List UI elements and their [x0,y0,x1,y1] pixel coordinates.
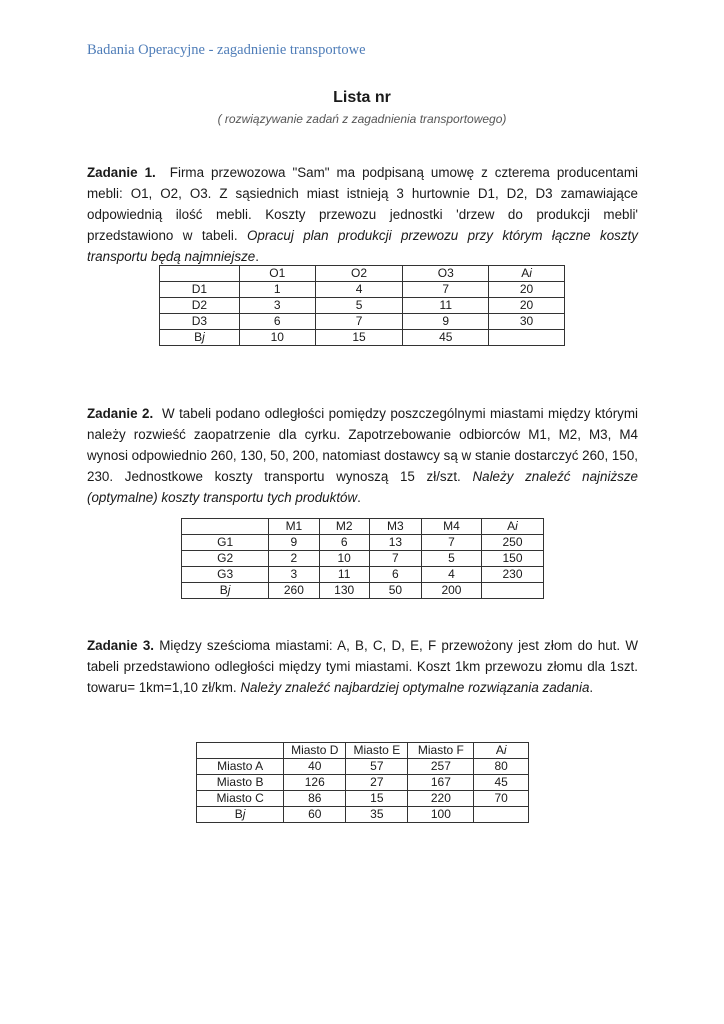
table-header-cell: Miasto E [346,743,408,759]
table-cell: 7 [315,314,403,330]
table-row [160,314,565,330]
table-header-cell: Ai [474,743,529,759]
task-1-label: Zadanie 1. [87,165,156,180]
table-cell: 5 [421,551,481,567]
task-1-text: Firma przewozowa "Sam" ma podpisaną umowę z czterema producentami mebli: O1, O2, O3. Z sąsiednich miast istnieją 3 hurtownie D1, D2, D3 zamawiające odpowiednią ilość mebli. Koszty przewozu jednostki 'drzew do produkcji mebli' przedstawiono w tabeli. [87,165,638,243]
table-cell: 45 [474,775,529,791]
table-cell: 27 [346,775,408,791]
table-row [197,807,529,823]
table-cell: 80 [474,759,529,775]
table-header-cell [182,519,269,535]
table-cell: 20 [489,282,565,298]
page-subtitle: ( rozwiązywanie zadań z zagadnienia transportowego) [217,112,507,126]
table-cell: 7 [421,535,481,551]
table-cell: 30 [489,314,565,330]
table-row [197,775,529,791]
table-header-cell: M3 [369,519,421,535]
table-header-cell: O3 [403,266,489,282]
task-1 [87,162,638,267]
table-cell: 4 [315,282,403,298]
page-title: Lista nr [333,89,391,106]
table-row [197,791,529,807]
table-header-cell: M2 [319,519,369,535]
table-header-cell: Miasto D [284,743,346,759]
table-row [182,567,544,583]
table-cell: 167 [408,775,474,791]
table-row-label: Miasto A [197,759,284,775]
table-row [182,535,544,551]
table-cell: 4 [421,567,481,583]
table-cell: 6 [239,314,315,330]
table-cell: 230 [481,567,543,583]
table-header-row [197,743,529,759]
table-row-label: G2 [182,551,269,567]
table-cell: 6 [319,535,369,551]
table-header-row [182,519,544,535]
table-cell: 130 [319,583,369,599]
task-3-table [196,742,529,823]
table-cell: 257 [408,759,474,775]
table-cell: 9 [269,535,319,551]
table-row [160,282,565,298]
task-2-table [181,518,544,599]
table-row-label: Miasto B [197,775,284,791]
task-3-question: Należy znaleźć najbardziej optymalne rozwiązania zadania [240,680,590,695]
table-row [160,330,565,346]
table-cell: 10 [319,551,369,567]
table-cell: 35 [346,807,408,823]
table-header-cell [197,743,284,759]
table-cell: 20 [489,298,565,314]
table-cell: 220 [408,791,474,807]
table-cell: 50 [369,583,421,599]
table-cell: 7 [369,551,421,567]
table-cell: 40 [284,759,346,775]
table-cell: 7 [403,282,489,298]
table-cell: 150 [481,551,543,567]
table-header-cell [160,266,240,282]
table-header-row [160,266,565,282]
table-cell: 260 [269,583,319,599]
table-cell: 3 [239,298,315,314]
table-cell: 15 [346,791,408,807]
task-3-end: . [589,680,594,695]
task-2-question: Należy znaleźć najniższe (optymalne) koszty transportu tych produktów [87,469,638,505]
table-cell: 100 [408,807,474,823]
table-header-cell: Ai [481,519,543,535]
table-cell: 57 [346,759,408,775]
table-cell: 86 [284,791,346,807]
table-row [197,759,529,775]
table-cell: 13 [369,535,421,551]
table-row-label: Bj [197,807,284,823]
table-row-label: Miasto C [197,791,284,807]
task-1-question: Opracuj plan produkcji przewozu przy którym łączne koszty transportu będą najmniejsze [87,228,638,264]
task-2 [87,403,638,508]
table-row-label: D2 [160,298,240,314]
table-cell: 1 [239,282,315,298]
table-header-cell: O2 [315,266,403,282]
table-cell: 11 [403,298,489,314]
table-cell: 126 [284,775,346,791]
task-3-text: Między sześcioma miastami: A, B, C, D, E, F przewożony jest złom do hut. W tabeli przedstawiono odległości między tymi miastami. Koszt 1km przewozu złomu dla 1szt. towaru= 1km=1,10 zł/km. [87,638,638,695]
task-2-text: W tabeli podano odległości pomiędzy poszczególnymi miastami między którymi należy rozwieść zaopatrzenie dla cyrku. Zapotrzebowanie odbiorców M1, M2, M3, M4 wynosi odpowiednio 260, 130, 50, 200, natomiast dostawcy są w stanie dostarczyć 260, 150, 230. Jednostkowe koszty transportu wynoszą 15 zł/szt. [87,406,638,484]
table-cell [474,807,529,823]
table-row-label: G1 [182,535,269,551]
table-row [182,583,544,599]
table-cell: 15 [315,330,403,346]
table-header-cell: M1 [269,519,319,535]
table-row-label: D3 [160,314,240,330]
table-cell [489,330,565,346]
table-header-cell: Miasto F [408,743,474,759]
table-row-label: Bj [160,330,240,346]
document-header: Badania Operacyjne - zagadnienie transportowe [87,42,366,58]
table-cell: 9 [403,314,489,330]
table-cell: 2 [269,551,319,567]
table-row-label: G3 [182,567,269,583]
table-header-cell: O1 [239,266,315,282]
table-cell: 60 [284,807,346,823]
task-2-end: . [357,490,361,505]
task-3 [87,635,638,698]
table-header-cell: M4 [421,519,481,535]
table-cell: 5 [315,298,403,314]
table-cell: 3 [269,567,319,583]
table-cell: 6 [369,567,421,583]
table-row-label: D1 [160,282,240,298]
table-row [182,551,544,567]
table-cell: 11 [319,567,369,583]
task-3-label: Zadanie 3. [87,638,154,653]
table-row-label: Bj [182,583,269,599]
table-cell: 45 [403,330,489,346]
table-row [160,298,565,314]
table-cell: 200 [421,583,481,599]
table-cell: 70 [474,791,529,807]
table-header-cell: Ai [489,266,565,282]
table-cell [481,583,543,599]
table-cell: 250 [481,535,543,551]
task-1-table [159,265,565,346]
table-cell: 10 [239,330,315,346]
task-1-end: . [255,249,259,264]
task-2-label: Zadanie 2. [87,406,154,421]
